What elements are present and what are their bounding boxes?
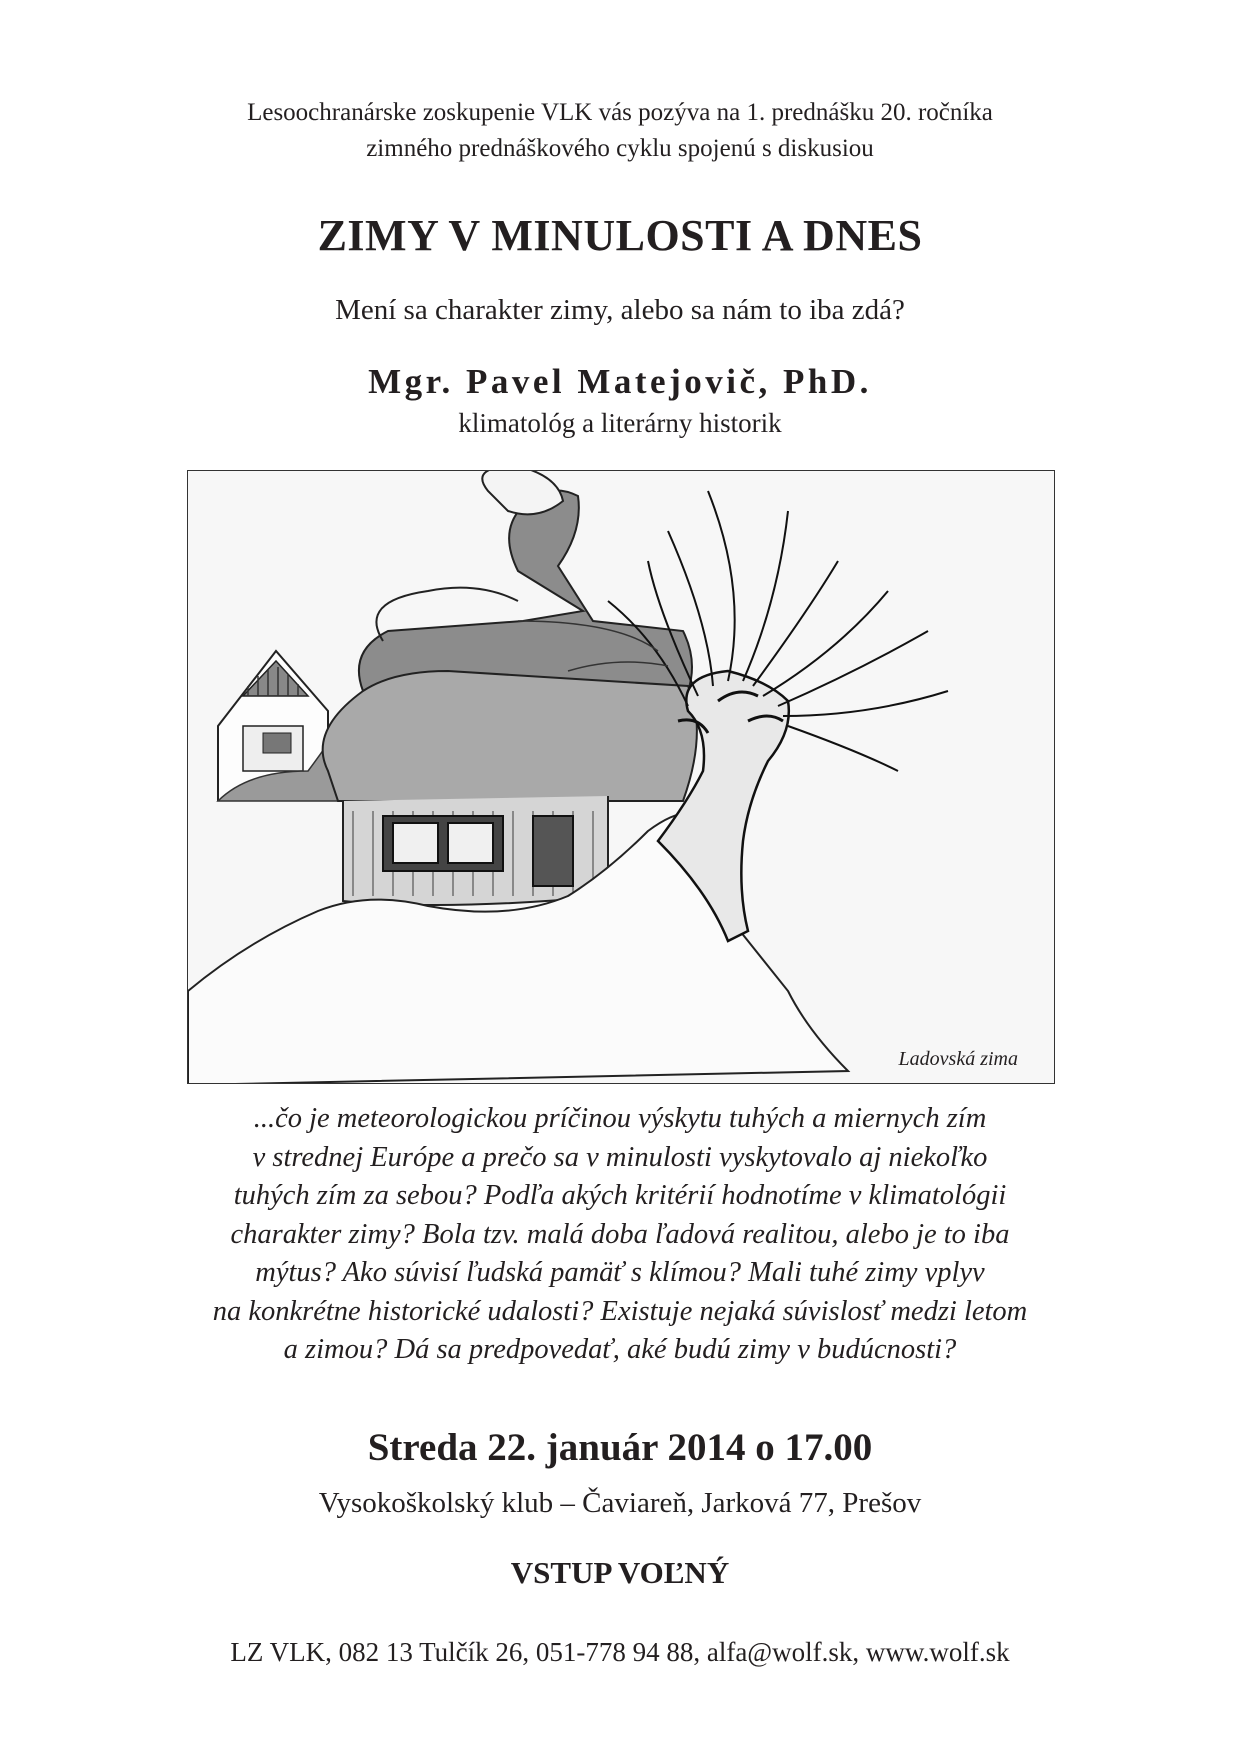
abstract-line: tuhých zím za sebou? Podľa akých kritérií hodnotíme v klimatológii [233, 1180, 1007, 1211]
intro-line-1: Lesoochranárske zoskupenie VLK vás pozýva na 1. prednášku 20. ročníka [247, 99, 993, 126]
illustration-caption: Ladovská zima [898, 1048, 1018, 1070]
abstract-line: v strednej Európe a prečo sa v minulosti vyskytovalo aj niekoľko [252, 1141, 988, 1173]
lecture-subtitle: Mení sa charakter zimy, alebo sa nám to iba zdá? [335, 294, 905, 326]
entry-notice: VSTUP VOĽNÝ [510, 1555, 730, 1590]
event-venue: Vysokoškolský klub – Čaviareň, Jarková 77, Prešov [318, 1487, 922, 1519]
abstract-line: na konkrétne historické udalosti? Existuje nejaká súvislosť medzi letom [212, 1295, 1028, 1327]
abstract-line: mýtus? Ako súvisí ľudská pamäť s klímou? Mali tuhé zimy vplyv [255, 1257, 985, 1288]
intro-line-2: zimného prednáškového cyklu spojenú s diskusiou [366, 135, 874, 162]
lecture-title: ZIMY V MINULOSTI A DNES [317, 211, 923, 260]
event-datetime: Streda 22. január 2014 o 17.00 [367, 1426, 873, 1469]
invitation-intro [0, 95, 1240, 167]
winter-cottage-illustration [187, 470, 1055, 1084]
speaker-name: Mgr. Pavel Matejovič, PhD. [368, 362, 872, 401]
lecture-abstract [0, 1100, 1240, 1370]
abstract-line: charakter zimy? Bola tzv. malá doba ľadová realitou, alebo je to iba [230, 1218, 1010, 1250]
contact-footer: LZ VLK, 082 13 Tulčík 26, 051-778 94 88, alfa@wolf.sk, www.wolf.sk [230, 1637, 1010, 1667]
abstract-line: ...čo je meteorologickou príčinou výskytu tuhých a miernych zím [253, 1103, 987, 1134]
winter-cottage-drawing [188, 471, 1055, 1084]
abstract-line: a zimou? Dá sa predpovedať, aké budú zimy v budúcnosti? [283, 1334, 957, 1365]
speaker-role: klimatológ a literárny historik [458, 408, 782, 438]
